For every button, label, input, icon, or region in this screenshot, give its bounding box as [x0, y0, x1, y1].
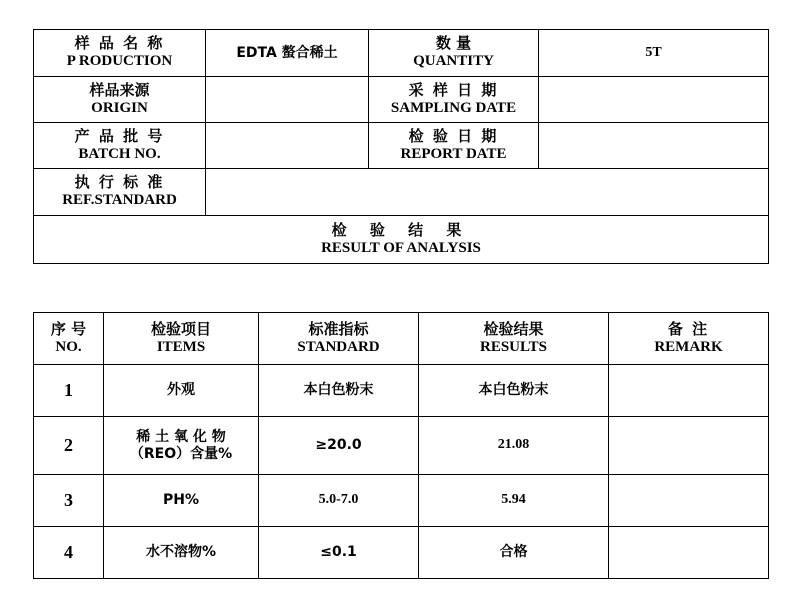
- column-results: [419, 313, 609, 365]
- row-result: 5.94: [419, 475, 609, 527]
- row-result: 合格: [419, 527, 609, 579]
- results-table: [33, 312, 769, 579]
- value-sampling-date: [539, 77, 769, 123]
- results-title-row: [34, 216, 769, 264]
- column-standard-en: STANDARD: [297, 338, 380, 355]
- table-row: [34, 77, 769, 123]
- label-ref-standard-cn: 执 行 标 准: [74, 173, 165, 192]
- column-no: [34, 313, 104, 365]
- label-production: [34, 30, 206, 77]
- value-origin: [206, 77, 369, 123]
- row-item: 外观: [104, 365, 259, 417]
- label-report-date-cn: 检 验 日 期: [408, 126, 499, 145]
- label-origin-en: ORIGIN: [91, 99, 148, 116]
- results-title: [34, 216, 769, 264]
- row-no: 2: [34, 417, 104, 475]
- row-item: PH%: [104, 475, 259, 527]
- label-sampling-date-cn: 采 样 日 期: [408, 80, 499, 99]
- results-title-en: RESULT OF ANALYSIS: [321, 239, 481, 256]
- row-standard: ≤0.1: [259, 527, 419, 579]
- label-ref-standard-en: REF.STANDARD: [62, 192, 177, 208]
- column-items-cn: 检验项目: [150, 319, 211, 338]
- row-standard: 5.0-7.0: [259, 475, 419, 527]
- value-production: EDTA 螯合稀土: [206, 30, 369, 77]
- row-no: 3: [34, 475, 104, 527]
- row-remark: [609, 417, 769, 475]
- column-remark: [609, 313, 769, 365]
- column-standard-cn: 标准指标: [308, 319, 369, 338]
- column-items-en: ITEMS: [156, 338, 206, 355]
- row-item-line1: 稀 土 氧 化 物: [136, 428, 226, 445]
- row-standard: ≥20.0: [259, 417, 419, 475]
- row-item: [104, 417, 259, 475]
- label-origin: [34, 77, 206, 123]
- row-remark: [609, 365, 769, 417]
- row-remark: [609, 475, 769, 527]
- row-item-line2: （REO）含量%: [129, 445, 233, 462]
- table-row: [34, 475, 769, 527]
- label-quantity: [369, 30, 539, 77]
- label-sampling-date-en: SAMPLING DATE: [390, 99, 517, 116]
- row-standard: 本白色粉末: [259, 365, 419, 417]
- value-batch-no: [206, 123, 369, 169]
- column-remark-en: REMARK: [654, 338, 723, 355]
- column-results-en: RESULTS: [480, 338, 547, 355]
- table-row: [34, 169, 769, 216]
- row-item: 水不溶物%: [104, 527, 259, 579]
- table-row: [34, 365, 769, 417]
- coa-table: [33, 29, 769, 264]
- column-no-en: NO.: [55, 338, 82, 355]
- column-no-cn: 序 号: [50, 319, 87, 338]
- column-items: [104, 313, 259, 365]
- label-quantity-en: QUANTITY: [413, 53, 494, 69]
- table-row: [34, 527, 769, 579]
- label-sampling-date: [369, 77, 539, 123]
- value-ref-standard: [206, 169, 769, 216]
- label-production-cn: 样 品 名 称: [74, 34, 165, 53]
- row-no: 4: [34, 527, 104, 579]
- column-remark-cn: 备 注: [667, 319, 710, 338]
- label-production-en: P RODUCTION: [66, 53, 173, 69]
- label-quantity-cn: 数 量: [435, 34, 472, 53]
- row-result: 本白色粉末: [419, 365, 609, 417]
- label-report-date: [369, 123, 539, 169]
- row-result: 21.08: [419, 417, 609, 475]
- value-quantity: 5T: [539, 30, 769, 77]
- label-origin-cn: 样品来源: [89, 80, 150, 99]
- table-row: [34, 123, 769, 169]
- row-remark: [609, 527, 769, 579]
- label-ref-standard: [34, 169, 206, 216]
- label-batch-no-cn: 产 品 批 号: [74, 126, 165, 145]
- row-no: 1: [34, 365, 104, 417]
- table-row: [34, 417, 769, 475]
- column-standard: [259, 313, 419, 365]
- results-title-cn: 检 验 结 果: [331, 220, 471, 239]
- column-results-cn: 检验结果: [483, 319, 544, 338]
- label-batch-no: [34, 123, 206, 169]
- label-report-date-en: REPORT DATE: [400, 145, 507, 162]
- label-batch-no-en: BATCH NO.: [78, 145, 161, 162]
- results-header-row: [34, 313, 769, 365]
- value-report-date: [539, 123, 769, 169]
- table-row: [34, 30, 769, 77]
